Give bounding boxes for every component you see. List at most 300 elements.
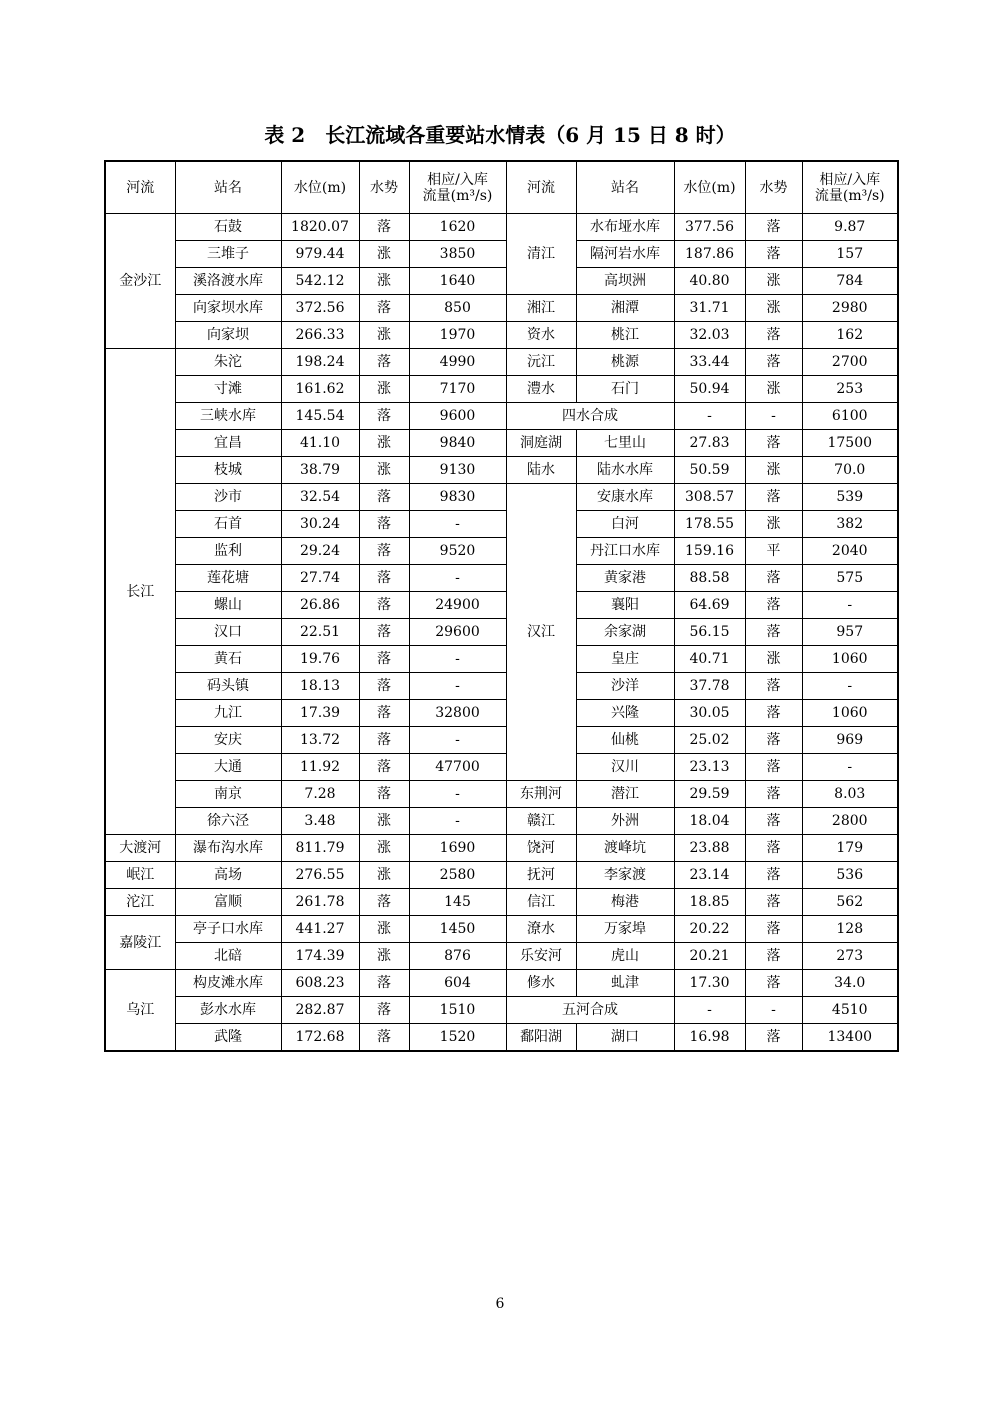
flow-value: 562 bbox=[802, 889, 898, 916]
station-name: 码头镇 bbox=[175, 673, 281, 700]
water-trend: 落 bbox=[359, 1024, 409, 1052]
water-level: 50.94 bbox=[674, 376, 745, 403]
header-flow-line1: 相应/入库 bbox=[427, 171, 488, 188]
station-name: 余家湖 bbox=[576, 619, 674, 646]
water-trend: 落 bbox=[745, 862, 802, 889]
water-level: 40.80 bbox=[674, 268, 745, 295]
station-name: 武隆 bbox=[175, 1024, 281, 1052]
station-name: 湖口 bbox=[576, 1024, 674, 1052]
station-name: 彭水水库 bbox=[175, 997, 281, 1024]
station-name: 桃江 bbox=[576, 322, 674, 349]
water-trend: 落 bbox=[359, 214, 409, 241]
flow-value: - bbox=[409, 511, 506, 538]
water-level: 30.24 bbox=[281, 511, 359, 538]
station-name: 石鼓 bbox=[175, 214, 281, 241]
water-trend: 落 bbox=[745, 349, 802, 376]
flow-value: 6100 bbox=[802, 403, 898, 430]
flow-value: - bbox=[802, 754, 898, 781]
water-trend: 涨 bbox=[359, 943, 409, 970]
river-name: 汉江 bbox=[506, 484, 576, 781]
water-trend: 落 bbox=[359, 484, 409, 511]
river-name: 乐安河 bbox=[506, 943, 576, 970]
station-name: 溪洛渡水库 bbox=[175, 268, 281, 295]
river-name: 资水 bbox=[506, 322, 576, 349]
water-level: 37.78 bbox=[674, 673, 745, 700]
water-level: 23.88 bbox=[674, 835, 745, 862]
water-level: 266.33 bbox=[281, 322, 359, 349]
flow-value: 1060 bbox=[802, 646, 898, 673]
station-name: 宜昌 bbox=[175, 430, 281, 457]
flow-value: - bbox=[409, 727, 506, 754]
river-name: 抚河 bbox=[506, 862, 576, 889]
station-name: 梅港 bbox=[576, 889, 674, 916]
water-level: 25.02 bbox=[674, 727, 745, 754]
river-name: 长江 bbox=[105, 349, 175, 835]
water-level: 7.28 bbox=[281, 781, 359, 808]
water-trend: 落 bbox=[745, 889, 802, 916]
flow-value: 34.0 bbox=[802, 970, 898, 997]
water-level: 19.76 bbox=[281, 646, 359, 673]
water-level: 26.86 bbox=[281, 592, 359, 619]
water-trend: 落 bbox=[745, 214, 802, 241]
flow-value: - bbox=[409, 781, 506, 808]
table-row bbox=[105, 862, 898, 889]
river-name: 大渡河 bbox=[105, 835, 175, 862]
water-trend: 落 bbox=[359, 592, 409, 619]
water-level: - bbox=[674, 403, 745, 430]
water-trend: 落 bbox=[745, 565, 802, 592]
flow-value: 17500 bbox=[802, 430, 898, 457]
station-name: 仙桃 bbox=[576, 727, 674, 754]
water-trend: 涨 bbox=[359, 835, 409, 862]
river-name: 乌江 bbox=[105, 970, 175, 1052]
station-name: 北碚 bbox=[175, 943, 281, 970]
water-trend: 落 bbox=[745, 619, 802, 646]
river-name: 信江 bbox=[506, 889, 576, 916]
station-name: 寸滩 bbox=[175, 376, 281, 403]
water-level: 32.03 bbox=[674, 322, 745, 349]
water-level: 198.24 bbox=[281, 349, 359, 376]
station-name: 亭子口水库 bbox=[175, 916, 281, 943]
water-level: 29.24 bbox=[281, 538, 359, 565]
header-river-right: 河流 bbox=[506, 161, 576, 214]
table-row bbox=[105, 781, 898, 808]
river-name: 洞庭湖 bbox=[506, 430, 576, 457]
flow-value: 2800 bbox=[802, 808, 898, 835]
flow-value: 157 bbox=[802, 241, 898, 268]
water-level: 3.48 bbox=[281, 808, 359, 835]
table-row bbox=[105, 754, 898, 781]
river-name: 沅江 bbox=[506, 349, 576, 376]
water-trend: 落 bbox=[359, 970, 409, 997]
flow-value: 2980 bbox=[802, 295, 898, 322]
water-level: 377.56 bbox=[674, 214, 745, 241]
table-row bbox=[105, 403, 898, 430]
header-level: 水位(m) bbox=[281, 161, 359, 214]
station-name: 桃源 bbox=[576, 349, 674, 376]
station-name: 黄石 bbox=[175, 646, 281, 673]
water-level: 372.56 bbox=[281, 295, 359, 322]
water-regime-table bbox=[104, 160, 899, 1052]
water-level: 56.15 bbox=[674, 619, 745, 646]
station-name: 皇庄 bbox=[576, 646, 674, 673]
water-trend: 涨 bbox=[359, 457, 409, 484]
water-level: 18.85 bbox=[674, 889, 745, 916]
station-name: 高坝洲 bbox=[576, 268, 674, 295]
water-trend: 落 bbox=[359, 700, 409, 727]
station-name: 潜江 bbox=[576, 781, 674, 808]
flow-value: 70.0 bbox=[802, 457, 898, 484]
table-row bbox=[105, 646, 898, 673]
flow-value: 1450 bbox=[409, 916, 506, 943]
water-level: 187.86 bbox=[674, 241, 745, 268]
table-row bbox=[105, 565, 898, 592]
flow-value: 4510 bbox=[802, 997, 898, 1024]
water-level: 18.04 bbox=[674, 808, 745, 835]
water-trend: 落 bbox=[359, 889, 409, 916]
station-name: 沙洋 bbox=[576, 673, 674, 700]
river-name: 修水 bbox=[506, 970, 576, 997]
water-level: 979.44 bbox=[281, 241, 359, 268]
flow-value: 575 bbox=[802, 565, 898, 592]
flow-value: 382 bbox=[802, 511, 898, 538]
water-trend: 涨 bbox=[359, 808, 409, 835]
water-level: 29.59 bbox=[674, 781, 745, 808]
river-name: 湘江 bbox=[506, 295, 576, 322]
table-row bbox=[105, 916, 898, 943]
station-name: 枝城 bbox=[175, 457, 281, 484]
header-flow-line2: 流量(m³/s) bbox=[814, 187, 885, 204]
station-name: 李家渡 bbox=[576, 862, 674, 889]
water-level: 811.79 bbox=[281, 835, 359, 862]
table-title: 表 2 长江流域各重要站水情表（6 月 15 日 8 时） bbox=[264, 123, 736, 147]
water-level: 18.13 bbox=[281, 673, 359, 700]
water-level: 27.74 bbox=[281, 565, 359, 592]
water-trend: 落 bbox=[745, 970, 802, 997]
water-trend: 落 bbox=[745, 781, 802, 808]
station-name: 瀑布沟水库 bbox=[175, 835, 281, 862]
flow-value: 32800 bbox=[409, 700, 506, 727]
water-trend: 涨 bbox=[745, 511, 802, 538]
flow-value: 253 bbox=[802, 376, 898, 403]
flow-value: - bbox=[409, 646, 506, 673]
station-name: 石首 bbox=[175, 511, 281, 538]
water-level: 441.27 bbox=[281, 916, 359, 943]
station-name: 三峡水库 bbox=[175, 403, 281, 430]
station-name: 隔河岩水库 bbox=[576, 241, 674, 268]
water-trend: 落 bbox=[359, 997, 409, 1024]
water-trend: 落 bbox=[359, 403, 409, 430]
water-trend: 落 bbox=[745, 943, 802, 970]
water-trend: 涨 bbox=[745, 295, 802, 322]
station-name: 安庆 bbox=[175, 727, 281, 754]
table-row bbox=[105, 349, 898, 376]
station-name: 朱沱 bbox=[175, 349, 281, 376]
water-trend: 落 bbox=[745, 754, 802, 781]
water-level: 88.58 bbox=[674, 565, 745, 592]
flow-value: 1510 bbox=[409, 997, 506, 1024]
flow-value: - bbox=[802, 673, 898, 700]
station-name: 兴隆 bbox=[576, 700, 674, 727]
river-name: 澧水 bbox=[506, 376, 576, 403]
water-level: 308.57 bbox=[674, 484, 745, 511]
water-trend: 涨 bbox=[359, 430, 409, 457]
water-level: 20.22 bbox=[674, 916, 745, 943]
water-trend: 涨 bbox=[359, 322, 409, 349]
flow-value: - bbox=[409, 565, 506, 592]
water-trend: 涨 bbox=[359, 241, 409, 268]
table-row bbox=[105, 727, 898, 754]
station-name: 南京 bbox=[175, 781, 281, 808]
water-level: 608.23 bbox=[281, 970, 359, 997]
table-row bbox=[105, 538, 898, 565]
flow-value: 13400 bbox=[802, 1024, 898, 1052]
flow-value: 969 bbox=[802, 727, 898, 754]
flow-value: 539 bbox=[802, 484, 898, 511]
water-level: 11.92 bbox=[281, 754, 359, 781]
water-trend: 落 bbox=[745, 241, 802, 268]
station-name: 石门 bbox=[576, 376, 674, 403]
station-name: 沙市 bbox=[175, 484, 281, 511]
station-name: 构皮滩水库 bbox=[175, 970, 281, 997]
water-trend: 落 bbox=[745, 1024, 802, 1052]
station-name: 九江 bbox=[175, 700, 281, 727]
water-trend: - bbox=[745, 997, 802, 1024]
water-level: 159.16 bbox=[674, 538, 745, 565]
table-row bbox=[105, 430, 898, 457]
table-row bbox=[105, 511, 898, 538]
river-name: 清江 bbox=[506, 214, 576, 295]
page-number: 6 bbox=[495, 1296, 505, 1312]
water-level: 64.69 bbox=[674, 592, 745, 619]
water-trend: 落 bbox=[359, 565, 409, 592]
flow-value: 784 bbox=[802, 268, 898, 295]
water-trend: 落 bbox=[745, 835, 802, 862]
table-row bbox=[105, 835, 898, 862]
flow-value: 162 bbox=[802, 322, 898, 349]
header-station: 站名 bbox=[175, 161, 281, 214]
table-row bbox=[105, 241, 898, 268]
water-trend: 落 bbox=[359, 295, 409, 322]
flow-value: 604 bbox=[409, 970, 506, 997]
river-name: 东荆河 bbox=[506, 781, 576, 808]
water-trend: 落 bbox=[359, 781, 409, 808]
table-row bbox=[105, 997, 898, 1024]
river-name: 赣江 bbox=[506, 808, 576, 835]
station-name: 水布垭水库 bbox=[576, 214, 674, 241]
water-trend: 落 bbox=[745, 592, 802, 619]
station-name: 白河 bbox=[576, 511, 674, 538]
water-trend: 落 bbox=[359, 349, 409, 376]
header-flow bbox=[409, 161, 506, 214]
water-level: 161.62 bbox=[281, 376, 359, 403]
flow-value: 850 bbox=[409, 295, 506, 322]
header-trend: 水势 bbox=[359, 161, 409, 214]
water-trend: 涨 bbox=[745, 457, 802, 484]
header-level-right: 水位(m) bbox=[674, 161, 745, 214]
flow-value: 9830 bbox=[409, 484, 506, 511]
table-row bbox=[105, 214, 898, 241]
table-row bbox=[105, 376, 898, 403]
station-name: 黄家港 bbox=[576, 565, 674, 592]
flow-value: 4990 bbox=[409, 349, 506, 376]
flow-value: 536 bbox=[802, 862, 898, 889]
water-level: 41.10 bbox=[281, 430, 359, 457]
flow-value: 2040 bbox=[802, 538, 898, 565]
flow-value: 1520 bbox=[409, 1024, 506, 1052]
water-level: 31.71 bbox=[674, 295, 745, 322]
table-row bbox=[105, 484, 898, 511]
flow-value: 876 bbox=[409, 943, 506, 970]
river-name: 陆水 bbox=[506, 457, 576, 484]
water-level: - bbox=[674, 997, 745, 1024]
water-trend: 落 bbox=[359, 727, 409, 754]
station-name: 监利 bbox=[175, 538, 281, 565]
water-level: 276.55 bbox=[281, 862, 359, 889]
table-row bbox=[105, 592, 898, 619]
station-name: 向家坝水库 bbox=[175, 295, 281, 322]
station-name: 高场 bbox=[175, 862, 281, 889]
flow-value: - bbox=[409, 808, 506, 835]
water-level: 40.71 bbox=[674, 646, 745, 673]
flow-value: 1060 bbox=[802, 700, 898, 727]
river-name: 饶河 bbox=[506, 835, 576, 862]
station-name: 三堆子 bbox=[175, 241, 281, 268]
water-level: 23.14 bbox=[674, 862, 745, 889]
station-name: 莲花塘 bbox=[175, 565, 281, 592]
water-trend: 落 bbox=[359, 646, 409, 673]
water-trend: 涨 bbox=[745, 646, 802, 673]
water-trend: 落 bbox=[745, 430, 802, 457]
water-level: 33.44 bbox=[674, 349, 745, 376]
station-name: 汉口 bbox=[175, 619, 281, 646]
water-level: 30.05 bbox=[674, 700, 745, 727]
flow-value: 24900 bbox=[409, 592, 506, 619]
water-trend: 落 bbox=[745, 322, 802, 349]
water-level: 172.68 bbox=[281, 1024, 359, 1052]
station-name: 七里山 bbox=[576, 430, 674, 457]
water-trend: 落 bbox=[359, 538, 409, 565]
flow-value: 2580 bbox=[409, 862, 506, 889]
table-row bbox=[105, 943, 898, 970]
water-trend: - bbox=[745, 403, 802, 430]
water-trend: 落 bbox=[359, 511, 409, 538]
header-row bbox=[105, 161, 898, 214]
water-level: 178.55 bbox=[674, 511, 745, 538]
water-level: 13.72 bbox=[281, 727, 359, 754]
water-level: 20.21 bbox=[674, 943, 745, 970]
water-level: 282.87 bbox=[281, 997, 359, 1024]
table-row bbox=[105, 970, 898, 997]
water-trend: 涨 bbox=[359, 376, 409, 403]
water-trend: 落 bbox=[745, 808, 802, 835]
header-flow-line2: 流量(m³/s) bbox=[422, 187, 493, 204]
station-name: 向家坝 bbox=[175, 322, 281, 349]
flow-value: 9600 bbox=[409, 403, 506, 430]
water-trend: 涨 bbox=[359, 268, 409, 295]
header-flow-right bbox=[802, 161, 898, 214]
flow-value: 29600 bbox=[409, 619, 506, 646]
table-row bbox=[105, 889, 898, 916]
water-level: 16.98 bbox=[674, 1024, 745, 1052]
river-name: 鄱阳湖 bbox=[506, 1024, 576, 1052]
water-trend: 落 bbox=[745, 916, 802, 943]
flow-value: 2700 bbox=[802, 349, 898, 376]
station-name: 大通 bbox=[175, 754, 281, 781]
water-trend: 落 bbox=[359, 673, 409, 700]
station-name: 螺山 bbox=[175, 592, 281, 619]
station-name: 陆水水库 bbox=[576, 457, 674, 484]
water-level: 542.12 bbox=[281, 268, 359, 295]
flow-value: 957 bbox=[802, 619, 898, 646]
water-level: 1820.07 bbox=[281, 214, 359, 241]
table-body bbox=[105, 214, 898, 1052]
flow-value: 9130 bbox=[409, 457, 506, 484]
river-name: 岷江 bbox=[105, 862, 175, 889]
water-trend: 涨 bbox=[745, 376, 802, 403]
table-row bbox=[105, 619, 898, 646]
water-trend: 涨 bbox=[359, 862, 409, 889]
station-name: 富顺 bbox=[175, 889, 281, 916]
water-level: 261.78 bbox=[281, 889, 359, 916]
station-name: 万家埠 bbox=[576, 916, 674, 943]
table-row bbox=[105, 673, 898, 700]
table-row bbox=[105, 808, 898, 835]
header-river: 河流 bbox=[105, 161, 175, 214]
water-level: 50.59 bbox=[674, 457, 745, 484]
flow-value: 9840 bbox=[409, 430, 506, 457]
river-name: 金沙江 bbox=[105, 214, 175, 349]
station-name: 渡峰坑 bbox=[576, 835, 674, 862]
header-flow-line1: 相应/入库 bbox=[819, 171, 881, 188]
header-trend-right: 水势 bbox=[745, 161, 802, 214]
water-level: 17.30 bbox=[674, 970, 745, 997]
flow-value: 8.03 bbox=[802, 781, 898, 808]
table-row bbox=[105, 295, 898, 322]
river-name: 潦水 bbox=[506, 916, 576, 943]
water-trend: 落 bbox=[359, 754, 409, 781]
river-name: 沱江 bbox=[105, 889, 175, 916]
table-row bbox=[105, 322, 898, 349]
flow-value: 179 bbox=[802, 835, 898, 862]
water-trend: 落 bbox=[745, 673, 802, 700]
water-trend: 落 bbox=[745, 700, 802, 727]
flow-value: 128 bbox=[802, 916, 898, 943]
river-name: 嘉陵江 bbox=[105, 916, 175, 970]
station-name: 汉川 bbox=[576, 754, 674, 781]
flow-value: - bbox=[802, 592, 898, 619]
water-trend: 涨 bbox=[745, 268, 802, 295]
flow-value: 9.87 bbox=[802, 214, 898, 241]
flow-value: - bbox=[409, 673, 506, 700]
flow-value: 7170 bbox=[409, 376, 506, 403]
station-name: 湘潭 bbox=[576, 295, 674, 322]
table-row bbox=[105, 1024, 898, 1052]
flow-value: 145 bbox=[409, 889, 506, 916]
water-level: 145.54 bbox=[281, 403, 359, 430]
flow-value: 1640 bbox=[409, 268, 506, 295]
flow-value: 3850 bbox=[409, 241, 506, 268]
header-station-right: 站名 bbox=[576, 161, 674, 214]
water-level: 27.83 bbox=[674, 430, 745, 457]
station-name: 虬津 bbox=[576, 970, 674, 997]
water-level: 38.79 bbox=[281, 457, 359, 484]
station-name: 虎山 bbox=[576, 943, 674, 970]
station-name: 徐六泾 bbox=[175, 808, 281, 835]
flow-value: 1620 bbox=[409, 214, 506, 241]
station-name: 襄阳 bbox=[576, 592, 674, 619]
water-trend: 落 bbox=[745, 484, 802, 511]
